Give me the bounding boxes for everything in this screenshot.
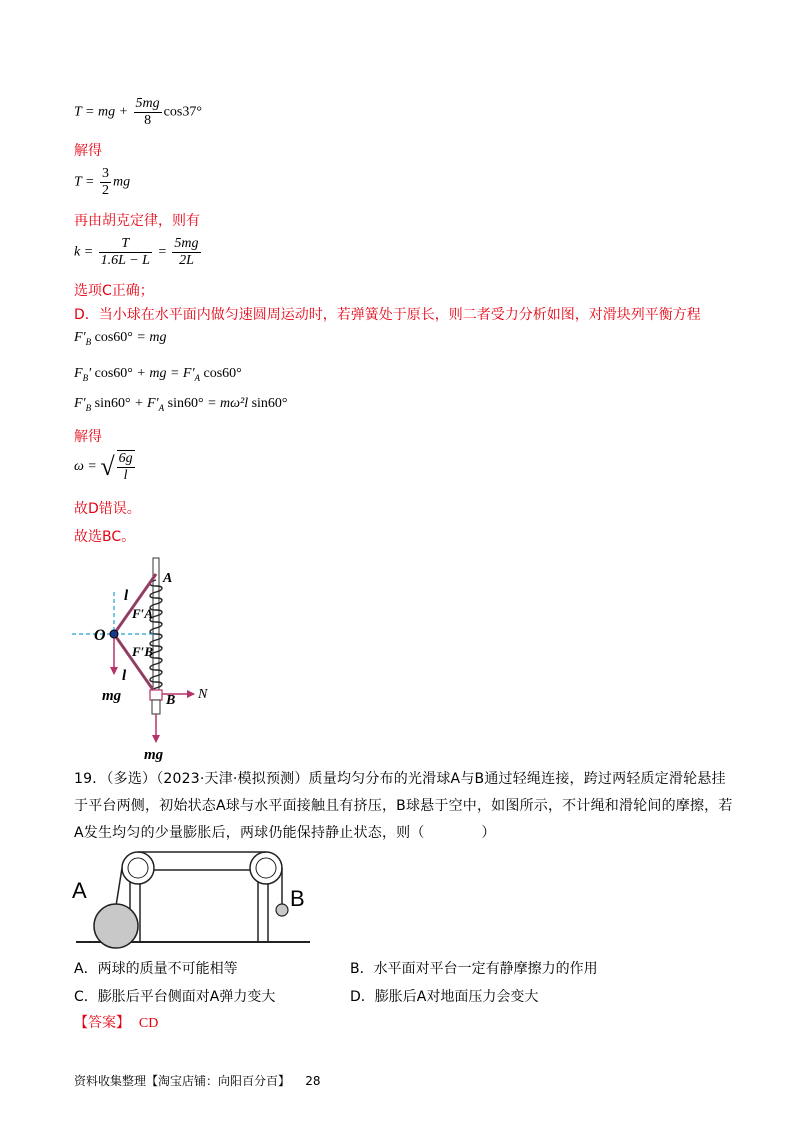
eq1-lhs: T = mg + xyxy=(74,104,132,120)
ball-o xyxy=(110,630,118,638)
label-fa: F′A xyxy=(132,606,153,621)
eq1-numerator: 5mg xyxy=(135,96,160,111)
eq1-rhs: cos37° xyxy=(163,104,202,120)
option-d: D．膨胀后A对地面压力会变大 xyxy=(350,989,539,1005)
equation-tension xyxy=(74,96,202,129)
eq3-fraction-1 xyxy=(99,236,152,269)
equation-tension-result xyxy=(74,166,130,199)
equation-spring-constant xyxy=(74,236,203,269)
eq1-fraction xyxy=(134,96,162,129)
ball-b xyxy=(276,904,288,916)
label-ball-b: B xyxy=(290,886,305,911)
label-a: A xyxy=(163,571,173,586)
eq3-lhs: k = xyxy=(74,244,97,260)
eq2-denominator: 2 xyxy=(101,183,109,198)
eq7-numerator: 6g xyxy=(118,451,133,466)
solve-label-1: 解得 xyxy=(74,143,102,159)
label-ball-a: A xyxy=(72,878,87,903)
question-19: 19．（多选）（2023·天津·模拟预测）质量均匀分布的光滑球A与B通过轻绳连接，跨过两轻质定滑轮悬挂于平台两侧，初始状态A球与水平面接触且有挤压，B球悬于空中，如图所示，不计绳和滑轮间的摩擦，若A发生均匀的少量膨胀后，两球仍能保持静止状态，则（ ） xyxy=(74,771,733,841)
eq3-denominator-2: 2L xyxy=(179,253,194,268)
ball-a xyxy=(94,904,138,948)
label-n: N xyxy=(198,687,208,702)
eq2-numerator: 3 xyxy=(101,166,109,181)
eq3-fraction-2 xyxy=(172,236,200,269)
eq3-equals: = xyxy=(153,244,171,260)
equation-angular-velocity xyxy=(74,450,137,484)
slider-b xyxy=(150,690,162,700)
label-l-top: l xyxy=(124,588,129,604)
option-b: B．水平面对平台一定有静摩擦力的作用 xyxy=(350,961,598,977)
option-d-wrong-text: 故D错误。 xyxy=(74,501,141,517)
spring xyxy=(150,580,162,700)
label-mg-left: mg xyxy=(102,688,122,704)
label-fb: F′B xyxy=(132,644,153,659)
option-a: A．两球的质量不可能相等 xyxy=(74,961,238,977)
eq2-rhs: mg xyxy=(112,174,131,190)
answer-label: 【答案】 xyxy=(74,1015,130,1031)
eq7-denominator: l xyxy=(123,468,128,483)
solve-label-2: 解得 xyxy=(74,429,102,445)
eq1-denominator: 8 xyxy=(144,113,152,128)
sqrt-sign: √ xyxy=(100,452,115,481)
eq7-fraction xyxy=(117,450,135,484)
pulley-diagram xyxy=(72,846,322,950)
option-c: C．膨胀后平台侧面对A弹力变大 xyxy=(74,989,276,1005)
pulley-right xyxy=(250,852,282,884)
final-choice-text: 故选BC。 xyxy=(74,529,136,545)
eq7-lhs: ω = xyxy=(74,459,101,475)
answer-line xyxy=(74,1012,158,1032)
footer-text: 资料收集整理【淘宝店铺：向阳百分百】 xyxy=(74,1074,291,1088)
eq3-denominator-1: 1.6L − L xyxy=(100,253,150,268)
pulley-left xyxy=(122,852,154,884)
page-number: 28 xyxy=(305,1074,321,1088)
equation-balance-2: $F_B'$ cos60° + mg = $F'_A$ cos60° xyxy=(74,366,242,383)
label-l-bottom: l xyxy=(122,668,127,684)
label-b: B xyxy=(166,693,176,708)
label-mg-bottom: mg xyxy=(144,747,164,763)
eq2-lhs: T = xyxy=(74,174,98,190)
option-d-analysis-text: D．当小球在水平面内做匀速圆周运动时，若弹簧处于原长，则二者受力分析如图，对滑块列平衡方程 xyxy=(74,307,701,323)
eq3-numerator-2: 5mg xyxy=(174,236,199,251)
answer-value: CD xyxy=(138,1016,159,1031)
eq3-numerator-1: T xyxy=(99,236,152,253)
equation-balance-3: $F'_B$ $\sin 60^\circ + F'_A$ sin60° = mω²l sin60° xyxy=(74,396,288,413)
equation-balance-1: $F'_B$ cos60° = mg xyxy=(74,330,167,347)
footer xyxy=(74,1072,321,1089)
force-diagram xyxy=(66,552,226,764)
option-c-correct-text: 选项C正确； xyxy=(74,283,154,299)
hooke-law-text: 再由胡克定律，则有 xyxy=(74,213,200,229)
eq2-fraction xyxy=(100,166,111,199)
label-o: O xyxy=(94,627,106,644)
